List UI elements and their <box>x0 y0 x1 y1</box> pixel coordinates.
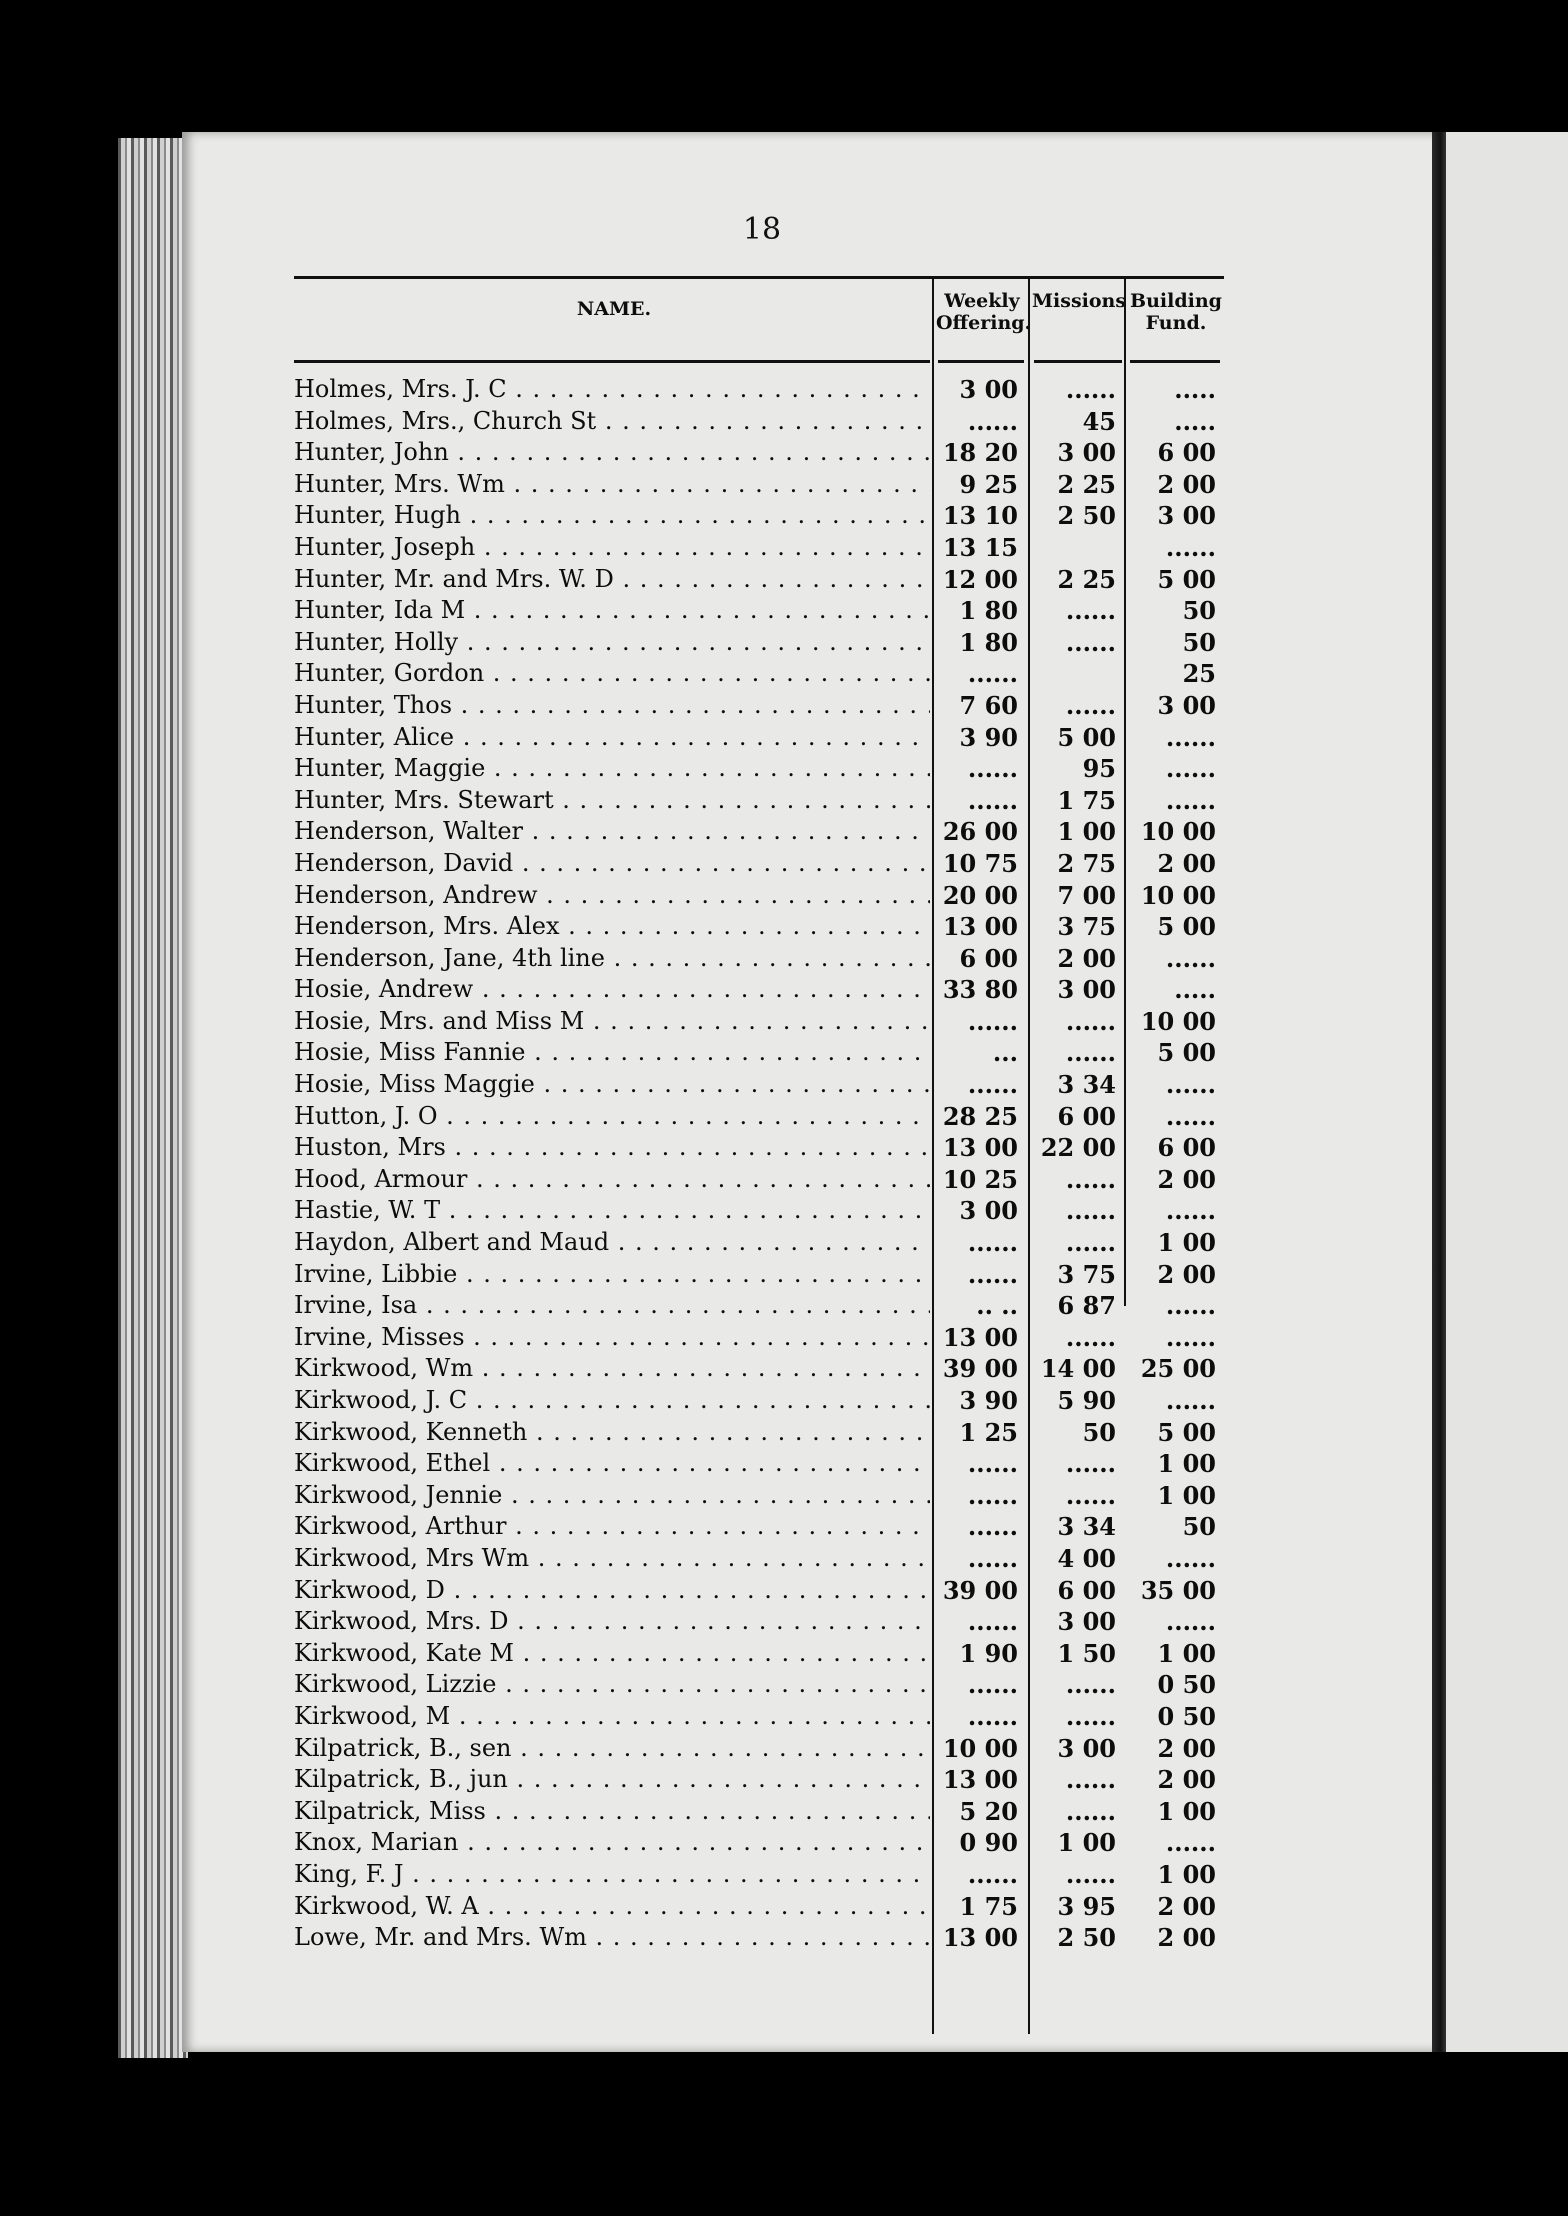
row-building-fund: ...... <box>1165 1196 1216 1226</box>
page-stack-edge <box>118 138 188 2058</box>
row-missions <box>1032 532 1116 564</box>
table-row <box>294 690 1224 722</box>
row-name: Hunter, Thos . . . <box>294 690 930 722</box>
row-name: Haydon, Albert and Maud . . . <box>294 1227 930 1259</box>
table-row <box>294 1006 1224 1038</box>
table-row <box>294 1511 1224 1543</box>
row-weekly-offering: ...... <box>967 1701 1018 1731</box>
row-name: Kirkwood, Mrs Wm . . . <box>294 1543 930 1575</box>
table-row <box>294 911 1224 943</box>
table-row <box>294 1638 1224 1670</box>
row-name: Knox, Marian . . . <box>294 1827 930 1859</box>
table-row <box>294 1543 1224 1575</box>
row-weekly-offering: 1 80 <box>959 596 1018 626</box>
table-row <box>294 1480 1224 1512</box>
row-weekly-offering: .. .. <box>976 1291 1018 1321</box>
row-weekly-offering: 33 80 <box>942 975 1018 1005</box>
row-weekly-offering: 6 00 <box>959 943 1018 973</box>
row-building-fund: ...... <box>1165 1070 1216 1100</box>
header-rule-weekly <box>938 360 1024 363</box>
table-row <box>294 469 1224 501</box>
table-row <box>294 1353 1224 1385</box>
row-name: Kirkwood, Arthur . . . <box>294 1511 930 1543</box>
row-building-fund: ...... <box>1165 722 1216 752</box>
row-missions: ...... <box>1065 1859 1116 1889</box>
row-missions: ...... <box>1065 1228 1116 1258</box>
row-missions: 22 00 <box>1040 1133 1116 1163</box>
row-building-fund: 50 <box>1182 627 1216 657</box>
row-name: Hastie, W. T . . . <box>294 1195 930 1227</box>
row-building-fund: ...... <box>1165 1101 1216 1131</box>
row-building-fund: 25 <box>1182 659 1216 689</box>
row-building-fund: ...... <box>1165 1322 1216 1352</box>
table-row <box>294 1922 1224 1954</box>
row-name: Henderson, Jane, 4th line . . . <box>294 943 930 975</box>
row-missions: 3 75 <box>1057 912 1116 942</box>
table-row <box>294 1069 1224 1101</box>
row-weekly-offering: 39 00 <box>942 1575 1018 1605</box>
row-name: Hosie, Andrew . . . <box>294 974 930 1006</box>
row-name: Hosie, Mrs. and Miss M . . . <box>294 1006 930 1038</box>
row-name: Kirkwood, Lizzie . . . <box>294 1669 930 1701</box>
row-building-fund: 0 50 <box>1157 1701 1216 1731</box>
row-weekly-offering: 5 20 <box>959 1796 1018 1826</box>
row-weekly-offering: 18 20 <box>942 438 1018 468</box>
row-building-fund: 2 00 <box>1157 1164 1216 1194</box>
row-name: Kirkwood, Jennie . . . <box>294 1480 930 1512</box>
row-missions: 14 00 <box>1040 1354 1116 1384</box>
row-building-fund: 50 <box>1182 1512 1216 1542</box>
row-missions: 2 00 <box>1057 943 1116 973</box>
row-building-fund: 6 00 <box>1157 438 1216 468</box>
row-missions: 3 95 <box>1057 1891 1116 1921</box>
row-name: Hosie, Miss Maggie . . . <box>294 1069 930 1101</box>
row-missions: 3 00 <box>1057 1607 1116 1637</box>
row-missions: ...... <box>1065 1765 1116 1795</box>
row-weekly-offering: ...... <box>967 1228 1018 1258</box>
row-weekly-offering: ...... <box>967 1670 1018 1700</box>
table-row <box>294 406 1224 438</box>
row-weekly-offering: 10 25 <box>942 1164 1018 1194</box>
row-name: King, F. J . . . <box>294 1859 930 1891</box>
row-weekly-offering: 1 75 <box>959 1891 1018 1921</box>
row-missions: ...... <box>1065 1196 1116 1226</box>
row-name: Hunter, John . . . <box>294 437 930 469</box>
row-building-fund: 0 50 <box>1157 1670 1216 1700</box>
row-name: Henderson, David . . . <box>294 848 930 880</box>
row-weekly-offering: 1 90 <box>959 1638 1018 1668</box>
row-weekly-offering: 13 00 <box>942 1133 1018 1163</box>
row-name: Kirkwood, Ethel . . . <box>294 1448 930 1480</box>
row-weekly-offering: 26 00 <box>942 817 1018 847</box>
row-name: Irvine, Isa . . . <box>294 1290 930 1322</box>
row-building-fund: 1 00 <box>1157 1449 1216 1479</box>
row-missions: ...... <box>1065 1164 1116 1194</box>
book-gutter <box>1432 132 1446 2052</box>
table-row <box>294 1417 1224 1449</box>
row-missions: ...... <box>1065 1796 1116 1826</box>
table-row <box>294 1701 1224 1733</box>
row-missions: 6 87 <box>1057 1291 1116 1321</box>
row-name: Hunter, Joseph . . . <box>294 532 930 564</box>
row-weekly-offering: 13 00 <box>942 912 1018 942</box>
row-weekly-offering: 1 25 <box>959 1417 1018 1447</box>
row-building-fund: ...... <box>1165 754 1216 784</box>
row-name: Lowe, Mr. and Mrs. Wm . . . <box>294 1922 930 1954</box>
row-missions: 2 75 <box>1057 848 1116 878</box>
row-missions: 1 00 <box>1057 817 1116 847</box>
row-weekly-offering: 3 00 <box>959 1196 1018 1226</box>
row-missions: 3 00 <box>1057 975 1116 1005</box>
row-building-fund: ..... <box>1174 375 1216 404</box>
row-name: Hosie, Miss Fannie . . . <box>294 1037 930 1069</box>
row-weekly-offering: ...... <box>967 1543 1018 1573</box>
row-name: Hunter, Ida M . . . <box>294 595 930 627</box>
row-weekly-offering: 13 00 <box>942 1322 1018 1352</box>
table-row <box>294 1575 1224 1607</box>
table-row <box>294 1037 1224 1069</box>
row-building-fund: 5 00 <box>1157 912 1216 942</box>
table-row <box>294 627 1224 659</box>
row-missions: 2 25 <box>1057 469 1116 499</box>
table-row <box>294 848 1224 880</box>
row-building-fund: ...... <box>1165 785 1216 815</box>
row-missions: ...... <box>1065 1670 1116 1700</box>
row-weekly-offering: 13 15 <box>942 532 1018 562</box>
row-name: Huston, Mrs . . . <box>294 1132 930 1164</box>
row-name: Kirkwood, Kenneth . . . <box>294 1417 930 1449</box>
row-building-fund: 6 00 <box>1157 1133 1216 1163</box>
row-name: Kilpatrick, B., jun . . . <box>294 1764 930 1796</box>
table-row <box>294 785 1224 817</box>
row-building-fund: 2 00 <box>1157 469 1216 499</box>
header-rule-building <box>1130 360 1220 363</box>
row-missions: 3 75 <box>1057 1259 1116 1289</box>
row-missions: ...... <box>1065 1006 1116 1036</box>
row-weekly-offering: ...... <box>967 1480 1018 1510</box>
row-building-fund: 10 00 <box>1140 1006 1216 1036</box>
row-weekly-offering: 3 00 <box>959 375 1018 404</box>
row-missions: ...... <box>1065 596 1116 626</box>
row-name: Hood, Armour . . . <box>294 1164 930 1196</box>
header-rule-name <box>294 360 930 363</box>
row-name: Kirkwood, M . . . <box>294 1701 930 1733</box>
table-row <box>294 753 1224 785</box>
row-name: Hutton, J. O . . . <box>294 1101 930 1133</box>
table-top-rule <box>294 276 1224 279</box>
row-weekly-offering: 10 00 <box>942 1733 1018 1763</box>
row-missions: ...... <box>1065 627 1116 657</box>
row-weekly-offering: ...... <box>967 1259 1018 1289</box>
row-weekly-offering: ...... <box>967 1859 1018 1889</box>
row-missions: 6 00 <box>1057 1575 1116 1605</box>
row-weekly-offering: 39 00 <box>942 1354 1018 1384</box>
table-row <box>294 1891 1224 1923</box>
table-rows <box>294 374 1224 1954</box>
row-building-fund: 50 <box>1182 596 1216 626</box>
row-building-fund: ...... <box>1165 1386 1216 1415</box>
header-building-fund: Building Fund. <box>1130 290 1222 334</box>
table-row <box>294 658 1224 690</box>
row-name: Holmes, Mrs., Church St . . . <box>294 406 930 438</box>
row-building-fund: ...... <box>1165 1828 1216 1858</box>
table-row <box>294 595 1224 627</box>
row-weekly-offering: 0 90 <box>959 1828 1018 1858</box>
facing-page-edge <box>1446 132 1568 2052</box>
row-missions: 1 00 <box>1057 1828 1116 1858</box>
row-name: Hunter, Mrs. Wm . . . <box>294 469 930 501</box>
row-missions <box>1032 658 1116 690</box>
row-missions: 4 00 <box>1057 1543 1116 1573</box>
row-missions: 3 34 <box>1057 1070 1116 1100</box>
row-weekly-offering: 7 60 <box>959 690 1018 720</box>
row-building-fund: 1 00 <box>1157 1480 1216 1510</box>
row-missions: ...... <box>1065 1480 1116 1510</box>
table-row <box>294 1733 1224 1765</box>
row-name: Irvine, Misses . . . <box>294 1322 930 1354</box>
row-name: Henderson, Mrs. Alex . . . <box>294 911 930 943</box>
table-row <box>294 1385 1224 1417</box>
row-missions: 5 90 <box>1057 1386 1116 1415</box>
table-row <box>294 1322 1224 1354</box>
row-name: Kilpatrick, B., sen . . . <box>294 1733 930 1765</box>
row-building-fund: 1 00 <box>1157 1859 1216 1889</box>
row-missions: ...... <box>1065 375 1116 404</box>
row-weekly-offering: ...... <box>967 659 1018 689</box>
row-name: Hunter, Gordon . . . <box>294 658 930 690</box>
row-building-fund: 1 00 <box>1157 1228 1216 1258</box>
table-row <box>294 1859 1224 1891</box>
ledger-page <box>182 132 1442 2052</box>
row-building-fund: 2 00 <box>1157 848 1216 878</box>
row-building-fund: 35 00 <box>1140 1575 1216 1605</box>
row-missions: 6 00 <box>1057 1101 1116 1131</box>
row-building-fund: 25 00 <box>1140 1354 1216 1384</box>
row-missions: 45 <box>1082 406 1116 436</box>
table-row <box>294 1290 1224 1322</box>
row-name: Kirkwood, Kate M . . . <box>294 1638 930 1670</box>
row-building-fund: ..... <box>1174 975 1216 1005</box>
table-row <box>294 1827 1224 1859</box>
row-name: Hunter, Mrs. Stewart . . . <box>294 785 930 817</box>
row-weekly-offering: 3 90 <box>959 1386 1018 1415</box>
header-rule-missions <box>1034 360 1122 363</box>
row-building-fund: 3 00 <box>1157 501 1216 531</box>
table-row <box>294 880 1224 912</box>
table-row <box>294 1195 1224 1227</box>
row-weekly-offering: 20 00 <box>942 880 1018 910</box>
row-weekly-offering: 28 25 <box>942 1101 1018 1131</box>
table-row <box>294 1796 1224 1828</box>
row-name: Kirkwood, Wm . . . <box>294 1353 930 1385</box>
row-building-fund: 2 00 <box>1157 1259 1216 1289</box>
row-missions: ...... <box>1065 1449 1116 1479</box>
row-missions: ...... <box>1065 690 1116 720</box>
row-weekly-offering: 1 80 <box>959 627 1018 657</box>
table-row <box>294 1764 1224 1796</box>
row-missions: 3 00 <box>1057 438 1116 468</box>
row-building-fund: 1 00 <box>1157 1796 1216 1826</box>
row-name: Kirkwood, J. C . . . <box>294 1385 930 1417</box>
row-missions: ...... <box>1065 1322 1116 1352</box>
row-building-fund: 10 00 <box>1140 880 1216 910</box>
row-building-fund: 2 00 <box>1157 1891 1216 1921</box>
row-weekly-offering: ...... <box>967 754 1018 784</box>
row-building-fund: 5 00 <box>1157 1417 1216 1447</box>
header-weekly-offering: Weekly Offering. <box>936 290 1032 334</box>
row-name: Hunter, Mr. and Mrs. W. D . . . <box>294 564 930 596</box>
row-missions: 2 50 <box>1057 501 1116 531</box>
row-name: Henderson, Walter . . . <box>294 816 930 848</box>
row-weekly-offering: 13 00 <box>942 1923 1018 1953</box>
row-missions: 1 50 <box>1057 1638 1116 1668</box>
row-missions: 3 00 <box>1057 1733 1116 1763</box>
row-weekly-offering: ...... <box>967 1607 1018 1637</box>
row-missions: ...... <box>1065 1038 1116 1068</box>
table-row <box>294 1448 1224 1480</box>
row-name: Hunter, Holly . . . <box>294 627 930 659</box>
row-weekly-offering: 10 75 <box>942 848 1018 878</box>
row-weekly-offering: 13 00 <box>942 1765 1018 1795</box>
row-building-fund: ...... <box>1165 1543 1216 1573</box>
table-row <box>294 1669 1224 1701</box>
row-name: Kilpatrick, Miss . . . <box>294 1796 930 1828</box>
row-name: Hunter, Maggie . . . <box>294 753 930 785</box>
table-row <box>294 1164 1224 1196</box>
table-row <box>294 437 1224 469</box>
row-weekly-offering: ...... <box>967 1070 1018 1100</box>
row-weekly-offering: ...... <box>967 1006 1018 1036</box>
row-name: Henderson, Andrew . . . <box>294 880 930 912</box>
table-row <box>294 564 1224 596</box>
row-building-fund: 3 00 <box>1157 690 1216 720</box>
row-missions: 2 50 <box>1057 1923 1116 1953</box>
table-row <box>294 816 1224 848</box>
row-weekly-offering: ...... <box>967 1449 1018 1479</box>
row-missions: 50 <box>1082 1417 1116 1447</box>
table-row <box>294 943 1224 975</box>
table-row <box>294 532 1224 564</box>
row-weekly-offering: 3 90 <box>959 722 1018 752</box>
row-name: Kirkwood, D . . . <box>294 1575 930 1607</box>
row-building-fund: ...... <box>1165 532 1216 562</box>
row-weekly-offering: ...... <box>967 785 1018 815</box>
table-row <box>294 500 1224 532</box>
row-name: Irvine, Libbie . . . <box>294 1259 930 1291</box>
row-missions: 7 00 <box>1057 880 1116 910</box>
row-missions: ...... <box>1065 1701 1116 1731</box>
row-weekly-offering: 12 00 <box>942 564 1018 594</box>
row-building-fund: 2 00 <box>1157 1923 1216 1953</box>
row-name: Holmes, Mrs. J. C . . . <box>294 374 930 406</box>
row-building-fund: 2 00 <box>1157 1765 1216 1795</box>
header-missions: Missions <box>1032 290 1127 312</box>
row-building-fund: 5 00 <box>1157 1038 1216 1068</box>
table-row <box>294 722 1224 754</box>
row-name: Hunter, Hugh . . . <box>294 500 930 532</box>
table-row <box>294 1259 1224 1291</box>
table-row <box>294 1132 1224 1164</box>
row-building-fund: ..... <box>1174 406 1216 436</box>
table-row <box>294 374 1224 406</box>
row-weekly-offering: 13 10 <box>942 501 1018 531</box>
row-missions: 1 75 <box>1057 785 1116 815</box>
row-missions: 2 25 <box>1057 564 1116 594</box>
row-weekly-offering: ...... <box>967 406 1018 436</box>
row-building-fund: 5 00 <box>1157 564 1216 594</box>
row-building-fund: 1 00 <box>1157 1638 1216 1668</box>
table-row <box>294 1606 1224 1638</box>
page-number: 18 <box>742 212 782 247</box>
row-weekly-offering: ... <box>992 1038 1018 1068</box>
row-building-fund: 10 00 <box>1140 817 1216 847</box>
row-building-fund: ...... <box>1165 1291 1216 1321</box>
table-row <box>294 1101 1224 1133</box>
row-building-fund: ...... <box>1165 1607 1216 1637</box>
table-row <box>294 974 1224 1006</box>
row-weekly-offering: ...... <box>967 1512 1018 1542</box>
row-missions: 5 00 <box>1057 722 1116 752</box>
header-name: NAME. <box>576 298 652 320</box>
row-missions: 95 <box>1082 754 1116 784</box>
row-name: Kirkwood, W. A . . . <box>294 1891 930 1923</box>
row-missions: 3 34 <box>1057 1512 1116 1542</box>
row-building-fund: ...... <box>1165 943 1216 973</box>
row-name: Kirkwood, Mrs. D . . . <box>294 1606 930 1638</box>
row-name: Hunter, Alice . . . <box>294 722 930 754</box>
row-weekly-offering: 9 25 <box>959 469 1018 499</box>
row-building-fund: 2 00 <box>1157 1733 1216 1763</box>
table-row <box>294 1227 1224 1259</box>
